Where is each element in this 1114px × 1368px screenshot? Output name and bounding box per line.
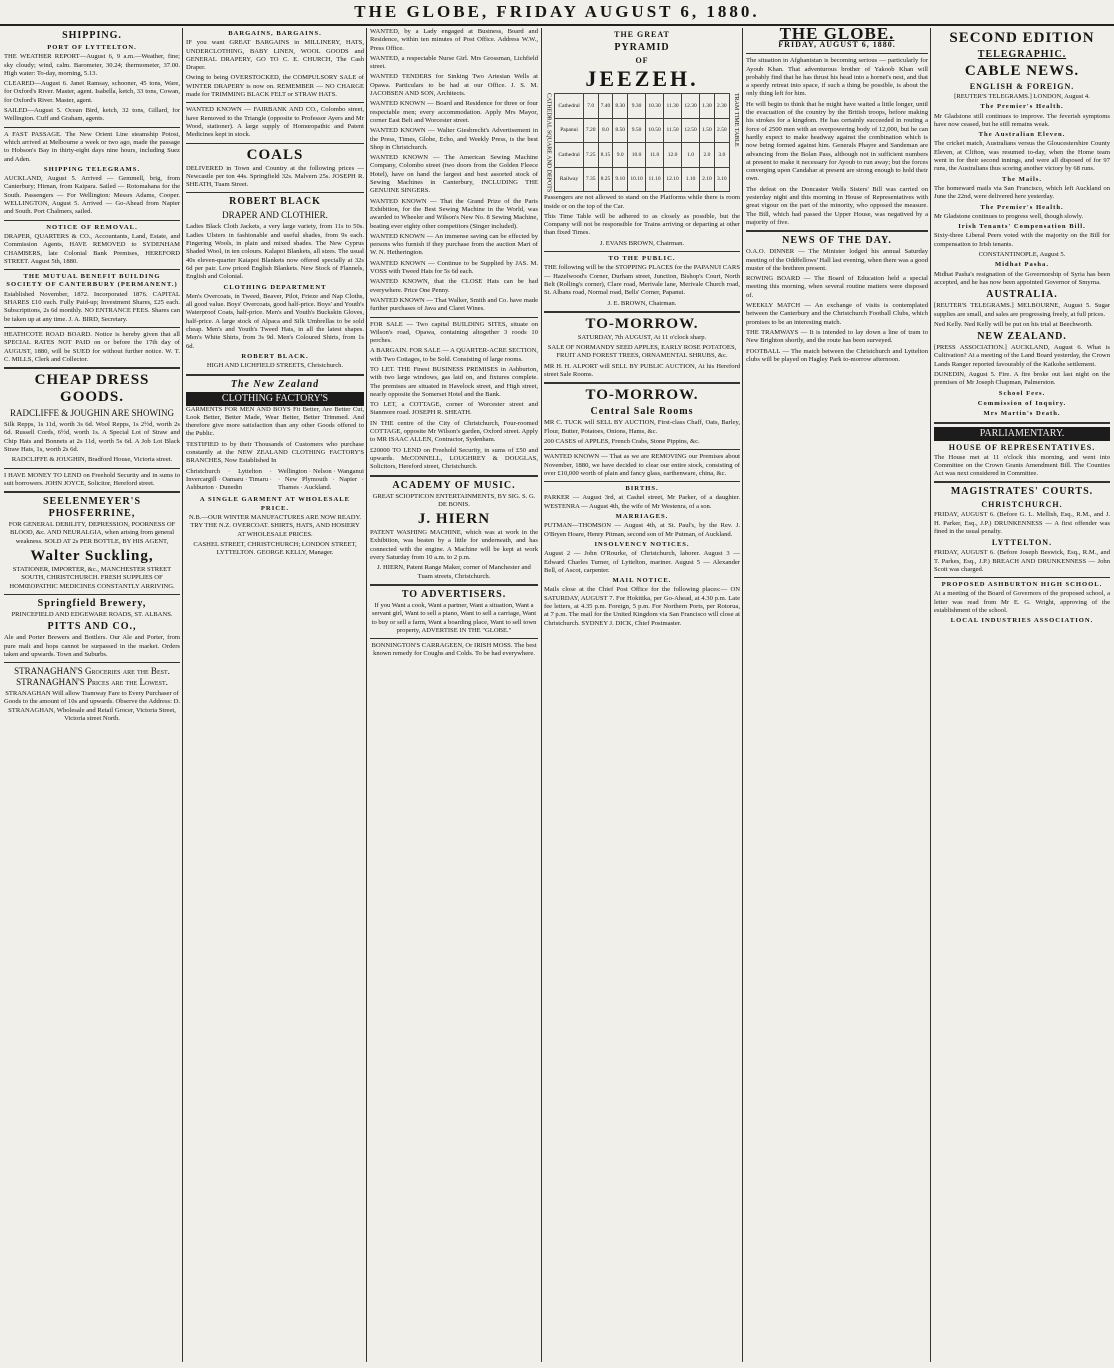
robert-black-body: Ladies Black Cloth Jackets, a very large variety, from 11s to 50s. Ladies Ulsters in fashionable and useful shades, from 9s each. Fingering Wools, in plain and mixed shades. The New Cyprus Shaded Wool, in ten colours. Kalapoi Blankets, all sizes. The usual 40s eleven-quarter Kaiapoi Blankets now offered specially at 32s 6d per pair. Low priced English Blankets. New Stock of Flannels, English and Colonial. — [186, 223, 364, 281]
globe-heading: THE GLOBE. — [779, 28, 895, 43]
public-heading: TO THE PUBLIC. — [608, 255, 676, 263]
births-body: PARKER — August 3rd, at Cashel street, Mr Parker, of a daughter. WESTENRA — August 4th, the wife of Mr Westenra, of a son. — [544, 494, 740, 510]
column-rule — [541, 28, 542, 1362]
timetable-time: 1.50 — [700, 118, 715, 143]
irish-heading: Irish Tenants' Compensation Bill. — [958, 223, 1086, 231]
mutual-benefit-body: Established November, 1872. Incorporated 1876. CAPITAL SHARES £10 each. Fully Paid-up; Investment Shares, £25 each. Subscriptions, 2s 6d monthly. NO ENTRANCE FEES. Shares can be taken up at any time. J. A. BIRD, Secretary. — [4, 290, 180, 323]
robert-black-heading: ROBERT BLACK — [229, 196, 321, 208]
winter-manufactures: N.B.—OUR WINTER MANUFACTURES ARE NOW READY. TRY THE N.Z. OVERCOAT. SHIRTS, HATS, AND HOSIERY AT WHOLESALE PRICES. — [188, 514, 362, 538]
sale-date: SATURDAY, 7th AUGUST, At 11 o'clock sharp. — [577, 333, 707, 341]
cheap-dress-items: Silk Repps, 1s 11d, worth 3s 6d. Wool Repps, 1s 2½d, worth 2s 6d. Russell Cords, 6½d, worth 1s. A Special Lot of Straw and Chip Hats and Bonnets at 2s 11d, worth 5s 6d. A Job Lot Black Straw Hats, 1s, worth 2s 6d. — [4, 421, 180, 453]
timetable-time: 9.10 — [613, 167, 628, 192]
column-3 — [370, 28, 538, 1364]
wanted-wines: WANTED KNOWN — That Walker, Smith and Co. have made further purchases of Java and Claret Wines. — [370, 296, 538, 313]
stranaghan-heading: STRANAGHAN'S Groceries are the Best. STRANAGHAN'S Prices are the Lowest. — [14, 666, 170, 688]
timetable-station: Cathedral — [555, 143, 584, 168]
timetable-row — [555, 167, 729, 192]
pyramid-heading: PYRAMID — [614, 42, 670, 53]
cricket-heading: The Australian Eleven. — [978, 131, 1066, 139]
wanted-lady: WANTED, by a Lady engaged at Business, Board and Residence, within ten minutes of Post Office. Address W.W., Press Office. — [370, 28, 538, 52]
marriages-body: PUTMAN—THOMSON — August 4th, at St. Paul's, by the Rev. J. O'Bryen Hoare, Henry Pitman, second son of Mr Putman, of Auckland. — [544, 522, 740, 538]
masthead-title: THE GLOBE, FRIDAY AUGUST 6, 1880. — [354, 2, 760, 21]
australia-heading: AUSTRALIA. — [986, 289, 1058, 301]
tram-timetable — [554, 93, 729, 192]
timetable-side-b: TRAM TIME TABLE — [733, 93, 739, 147]
bonnington-notice: BONNINGTON'S CARRAGEEN, Or IRISH MOSS. The best known remedy for Coughs and Colds. To be had everywhere. — [371, 642, 537, 658]
suckling-body: STATIONER, IMPORTER, &c., MANCHESTER STREET SOUTH, CHRISTCHURCH. FRESH SUPPLIES OF HOMŒOPATHIC MEDICINES CONSTANTLY ARRIVING. — [9, 566, 175, 590]
timetable-time: 7.0 — [583, 94, 598, 119]
jeezeh-heading: JEEZEH. — [585, 66, 699, 91]
advertisers-body: If you Want a cook, Want a partner, Want a situation, Want a servant girl, Want to sell a piano, Want to sell a carriage, Want to buy or sell a farm, Want a boarding place, Want to sell town property, ADVERTISE IN THE "GLOBE." — [371, 601, 537, 634]
wanted-saving: WANTED KNOWN — An immense saving can be effected by persons who furnish if they purchase from the auction Mart of W. N. Hetherington. — [370, 232, 538, 257]
bargain-sale: A BARGAIN. FOR SALE — A QUARTER-ACRE SECTION, with Two Cottages, to be Sold. Consisting of large rooms. — [370, 347, 538, 363]
hiern-heading: J. HIERN — [417, 511, 491, 528]
weather-report: THE WEATHER REPORT—August 6, 9 a.m.—Weather, fine; sky cloudy; wind, calm. Barometer, 30.24; thermometer, 37.00. High water: To-day, morning, 5.13. — [4, 53, 180, 77]
coals-heading: COALS — [246, 146, 304, 163]
timetable-time: 2.30 — [714, 94, 729, 119]
timetable-time: 1.30 — [700, 94, 715, 119]
wanted-hats: WANTED KNOWN — Continue to be Supplied by JAS. M. VOSS with Tweed Hats for 5s 6d each. — [370, 259, 538, 276]
wanted-nurse: WANTED, a respectable Nurse Girl. Mrs Grossman, Lichfield street. — [370, 54, 538, 71]
timetable-time: 11.30 — [664, 94, 682, 119]
timetable-row — [555, 143, 729, 168]
midhat-body: Midhat Pasha's resignation of the Governorship of Syria has been accepted, and he has now been appointed Governor of Smyrna. — [934, 270, 1110, 286]
shipping-telegrams-heading: SHIPPING TELEGRAMS. — [43, 165, 141, 173]
tuck-apples: 200 CASES of APPLES, French Crabs, Stone Pippins, &c. — [544, 437, 700, 445]
magistrates-heading: MAGISTRATES' COURTS. — [950, 486, 1094, 498]
timetable-station: Cathedral — [555, 94, 584, 119]
tuck-auction: MR C. TUCK will SELL BY AUCTION, First-class Chaff, Oats, Barley, Flour, Butter, Potatoes, Onions, Hams, &c. — [544, 419, 740, 435]
school-fees-heading: School Fees. — [998, 389, 1046, 397]
cleared-list: CLEARED—August 6. Janet Ramsay, schooner, 45 tons, Ware, for Oxford's River. Master, agent. Isabella, ketch, 33 tons, Cowan, for Oxford's River. Master, agent. — [4, 80, 180, 104]
timetable-time: 10.10 — [628, 167, 646, 192]
mails-body: The homeward mails via San Francisco, which left Auckland on June the 22nd, were delivered here yesterday. — [934, 184, 1110, 201]
great-heading: THE GREAT — [614, 30, 670, 39]
second-edition: SECOND EDITION — [949, 30, 1095, 46]
brewery-body: PRINCEFIELD AND EDGEWARE ROADS, ST. ALBANS. — [11, 610, 173, 618]
house-body: The House met at 11 o'clock this morning, and went into Committee on the Crown Grants Amendment Bill. The Counties Act was next considered in Committee. — [934, 453, 1110, 478]
timetable-signature: J. EVANS BROWN, Chairman. — [599, 239, 685, 247]
editorial-lead: The situation in Afghanistan is becoming serious — particularly for Ayoub Khan. That adventurous brother of Yakoob Khan will probably find that he has thrust his head into a hornet's nest, and that a speedy retreat into space, if such a thing be possible, is about the only thing left for him. — [746, 57, 928, 98]
timetable-time: 10.30 — [646, 94, 664, 119]
irish-body: Sixty-three Liberal Peers voted with the majority on the Bill for compensation to Irish tenants. — [934, 232, 1110, 248]
fairbank-notice: WANTED KNOWN — FAIRBANK AND CO., Colombo street, have Removed to the Triangle (opposite to Professor Ayers and Mr Wood, stationer). A large supply of Homœopathic and Patent Medicines kept in stock. — [186, 106, 364, 139]
timetable-time: 10.50 — [646, 118, 664, 143]
port-heading: PORT OF LYTTELTON. — [47, 44, 137, 51]
timetable-station: Papanui — [555, 118, 584, 143]
proposed-school-body: At a meeting of the Board of Governors of the proposed school, a letter was read from Mr E. G. Wright, approving of the establishment of the school. — [934, 590, 1110, 615]
new-zealand-body: [PRESS ASSOCIATION.] AUCKLAND, August 6. What is Cultivation? At a meeting of the Land Board yesterday, the Crown Lands Ranger reported favourably of the Kaikohe settlement. — [934, 344, 1110, 368]
pitts-body: Ale and Porter Brewers and Bottlers. Our Ale and Porter, from pure malt and hops cannot be surpassed in the market. Orders taken and upwards. Town and Suburbs. — [4, 634, 180, 658]
news-item: O.A.O. DINNER — The Minister lodged his annual Saturday meeting of the Oddfellows' Hall last evening, when there was a good muster of the brethren present. — [746, 248, 928, 272]
to-let-premises: TO LET. THE Finest BUSINESS PREMISES in Ashburton, with two large windows, gas laid on, and fixtures complete. The premises are situated in Havelock street, and High street, nearly opposite the Somerset Hotel and the Bank. — [370, 365, 538, 398]
timetable-time: 7.40 — [598, 94, 613, 119]
timetable-time: 11.0 — [646, 143, 664, 168]
advertisers-heading: TO ADVERTISERS. — [401, 588, 507, 600]
wanted-close: WANTED KNOWN, that the CLOSE Hats can be had everywhere. Price One Penny. — [370, 278, 538, 294]
timetable-time: 1.10 — [682, 167, 700, 192]
public-body: THE following will be the STOPPING PLACES for the PAPANUI CARS — Hazelwood's Corner, Durham street, Junction, Bishop's Court, North Belt (Rolling's corner), Clare road, Merivale lane, Merivale Church road, St. Albans road, Normal road, Bells' Corner, Papanui. — [544, 264, 740, 297]
premier-heading-2: The Premier's Health. — [980, 203, 1064, 211]
timetable-time: 9.30 — [628, 94, 646, 119]
robert-black-sub: DRAPER AND CLOTHIER. — [222, 210, 328, 221]
timetable-time: 8.30 — [613, 94, 628, 119]
timetable-time: 12.30 — [682, 94, 700, 119]
bargains-heading: BARGAINS, BARGAINS. — [228, 30, 322, 37]
timetable-side-a: CATHEDRAL SQUARE AND DEPOTS — [545, 93, 552, 193]
column-4 — [544, 28, 740, 1364]
removal-heading: NOTICE OF REMOVAL. — [46, 223, 138, 231]
fast-passage: A FAST PASSAGE. The New Orient Line steamship Potosi, which arrived at Melbourne a week or two ago, made the passage to Hobson's Bay in thirty-eight days nine hours, including Suez and Aden. — [4, 130, 180, 163]
lend-notice: £20000 TO LEND on Freehold Security, in sums of £50 and upwards. McCONNELL, LOUGHREY & DOUGLAS, Solicitors, Hereford street, Christchurch. — [370, 446, 538, 471]
timetable-time: 2.50 — [714, 118, 729, 143]
timetable-station: Railway — [555, 167, 584, 192]
single-garment: A SINGLE GARMENT AT WHOLESALE PRICE. — [199, 496, 351, 512]
bargains-body: IF you want GREAT BARGAINS in MILLINERY, HATS, UNDERCLOTHING, BABY LINEN, WOOL GOODS and GENERAL DRAPERY, GO TO C. E. CHURCH, The Cash Draper. — [186, 39, 364, 72]
column-2 — [186, 28, 364, 1364]
shipping-telegrams: AUCKLAND, August 5. Arrived — Gemmell, brig, from Canterbury; Hirnan, from Kaipara. Sailed — Rotomahana for the South. Passengers — For Wellington: Messrs Adams, Cooper. WELLINGTON, August 5. Arrived — Go-Ahead from Napier and South. Port Chalmers, sailed. — [4, 175, 180, 216]
timetable-time: 9.50 — [628, 118, 646, 143]
brewery-heading: Springfield Brewery, — [37, 597, 147, 609]
editorial-lead-3: The defeat on the Doncaster Wells Sisters' Bill was carried on yesterday night and this morning in House of Representatives with great vigour on the part of the minority, who opposed the measure. The Bill, which had passed the Upper House, was negatived by a majority of five. — [746, 185, 928, 226]
timetable-time: 7.25 — [583, 143, 598, 168]
timetable-time: 12.10 — [664, 167, 682, 192]
english-foreign: ENGLISH & FOREIGN. — [969, 82, 1075, 91]
radcliffe-heading: RADCLIFFE & JOUGHIN ARE SHOWING — [9, 408, 174, 419]
dunedin-fire: DUNEDIN, August 5. Fire. A fire broke out last night on the premises of Mr Joseph Chapman, Palmerston. — [934, 371, 1110, 387]
removal-notice: DRAPER, QUARTERS & CO., Accountants, Land, Estate, and Commission Agents, HAVE REMOVED to SYDENHAM CHAMBERS, late Colonial Bank Premises, HEREFORD STREET. August 5th, 1880. — [4, 232, 180, 265]
alport-auction: MR H. H. ALPORT will SELL BY PUBLIC AUCTION, At his Hereford street Sale Rooms. — [544, 362, 740, 379]
mrs-martin-heading: Mrs Martin's Death. — [983, 410, 1061, 418]
branches-right: Wellington · Nelson · Wanganui · New Plymouth · Napier · Thames · Auckland. — [278, 467, 364, 492]
hiern-body: PATENT WASHING MACHINE, which was at work in the Exhibition, was beaten by a little for underneath, and has connected with the engine. A Machine will be kept at work every Saturday from 10 a.m. to 2 p.m. — [370, 529, 538, 562]
premier-body: Mr Gladstone still continues to improve. The feverish symptoms have now ceased, but he still remains weak. — [934, 112, 1110, 128]
masthead — [0, 0, 1114, 26]
news-item: THE TRAMWAYS — It is intended to lay down a line of tram to New Brighton shortly, and the route has been surveyed. — [746, 328, 928, 345]
testified-notice: TESTIFIED to by their Thousands of Customers who purchase constantly at the NEW ZEALAND CLOTHING FACTORY'S BRANCHES, Now Established In — [186, 440, 364, 465]
removing-notice: WANTED KNOWN — That as we are REMOVING our Premises about November, 1880, we have decided to clear our entire stock, consisting of over £10,000 worth of plain and fancy glass, earthenware, china, &c. — [544, 453, 740, 477]
reuters-dateline: [REUTER'S TELEGRAMS.] LONDON, August 4. — [954, 93, 1090, 100]
editorial-lead-2: He will begin to think that he might have waited a little longer, until the evacuation of the country by the British troops, before making his strokes for a kingdom. He has certainly succeeded in routing a force of 2500 men with an overpowering body of 12,000, but he can hardly expect to make headway against the combination which is now being formed against him. Generals Phayre and Sandeman are advancing from the Bolan Pass, although not in sufficient numbers at present to make it necessary for Ayoub to run away; but the forces converging upon Candahar at present are strong enough to hold their own. — [746, 100, 928, 183]
timetable-row — [555, 118, 729, 143]
coals-body: DELIVERED in Town and Country at the following prices — Newcastle per ton 44s. Springfield 32s. Malvern 25s. JOSEPH R. SHEATH, Tuam Street. — [186, 164, 364, 189]
news-item: ROWING BOARD — The Board of Education held a special meeting this morning, when several routine matters were disposed of. — [746, 275, 928, 299]
wanted-tenders: WANTED TENDERS for Sinking Two Artesian Wells at Opawa. Particulars to be had at our Office. J. S. M. JACOBSEN AND SON, Architects. — [370, 73, 538, 98]
insolvency-heading: INSOLVENCY NOTICES. — [594, 540, 690, 548]
tomorrow-heading-2: TO-MORROW. — [585, 387, 699, 404]
column-rule — [742, 28, 743, 1362]
house-heading: HOUSE OF REPRESENTATIVES. — [948, 442, 1096, 452]
telegraphic-heading: TELEGRAPHIC. — [977, 49, 1067, 60]
tomorrow-heading: TO-MORROW. — [585, 315, 699, 332]
news-heading: NEWS OF THE DAY. — [782, 235, 892, 247]
cricket-body: The cricket match, Australians versus the Gloucestershire County Eleven, at Clifton, was resumed to-day, when the Home team went in for their second innings, and were all disposed of for 97 runs, the Australians thus scoring another victory by 68 runs. — [934, 140, 1110, 173]
cable-news-heading: CABLE NEWS. — [964, 63, 1080, 79]
timetable-time: 8.50 — [613, 118, 628, 143]
parliamentary-banner: PARLIAMENTARY. — [934, 427, 1110, 441]
court-body: FRIDAY, AUGUST 6. (Before G. L. Mellish, Esq., R.M., and J. H. Parker, Esq., J.P.) DRUNKENNESS — A first offender was fined in the usual penalty. — [934, 511, 1110, 535]
column-rule — [182, 28, 183, 1362]
christchurch-heading: CHRISTCHURCH. — [981, 500, 1063, 510]
shipping-heading: SHIPPING. — [62, 30, 122, 41]
editorial-date: FRIDAY, AUGUST 6, 1880. — [778, 40, 896, 50]
nz-heading: The New Zealand — [230, 378, 320, 390]
cottage-notice: IN THE centre of the City of Christchurch, Four-roomed COTTAGE, opposite Mr Wilson's garden, Oxford street. Apply to MR ISAAC ALLEN, Contractor, Sydenham. — [370, 419, 538, 444]
overstocked-notice: Owing to being OVERSTOCKED, the COMPULSORY SALE of WINTER DRAPERY is now on. REMEMBER — NO CHARGE made for TRIMMING BLACK FELT or STRAW HATS. — [186, 74, 364, 99]
commission-heading: Commission of Inquiry. — [977, 399, 1067, 407]
timetable-time: 7.35 — [583, 167, 598, 192]
sale-items: SALE OF NORMANDY SEED APPLES, EARLY ROSE POTATOES, FRUIT AND FOREST TREES, ORNAMENTAL SHRUBS, &c. — [547, 344, 737, 360]
clothing-dept-heading: CLOTHING DEPARTMENT — [223, 283, 327, 291]
timetable-time: 8.0 — [598, 118, 613, 143]
to-let-cottage: TO LET, a COTTAGE, corner of Worcester street and Stanmore road. JOSEPH R. SHEATH. — [370, 401, 538, 417]
lyttelton-heading: LYTTELTON. — [991, 538, 1053, 548]
wanted-pianos: WANTED KNOWN — That the Grand Prize of the Paris Exhibition, for the Best Sewing Machine in the World, was awarded to Wheeler and Wilson's New No. 8 Sewing Machine, beating ever eighty other competitors (Singer included). — [370, 197, 538, 230]
of-heading: OF — [635, 56, 649, 65]
column-6 — [934, 28, 1110, 1364]
sailed-list: SAILED—August 5. Ocean Bird, ketch, 32 tons, Gillard, for Wellington. Cuff and Graham, agents. — [4, 107, 180, 123]
australia-body: [REUTER'S TELEGRAMS.] MELBOURNE, August 5. Sugar supplies are small, and sales are progressing freely, at full prices. — [934, 302, 1110, 318]
timetable-time: 9.0 — [613, 143, 628, 168]
robert-black-address: HIGH AND LICHFIELD STREETS, Christchurch. — [206, 362, 344, 370]
timetable-body: This Time Table will be adhered to as closely as possible, but the Company will not be responsible for Trains arriving or departing at other than fixed Times. — [544, 212, 740, 237]
academy-sub: GREAT SCIOPTICON ENTERTAINMENTS, BY SIG. S. G. DE BONIS. — [372, 492, 536, 508]
public-signature: J. E. BROWN, Chairman. — [607, 299, 677, 307]
road-board-notice: HEATHCOTE ROAD BOARD. Notice is hereby given that all SPECIAL RATES NOT PAID on or before the 17th day of AUGUST, 1880, will be SUED for without further notice. W. T. C. MILLS, Clerk and Collector. — [4, 330, 180, 363]
timetable-time: 8.15 — [598, 143, 613, 168]
timetable-time: 7.20 — [583, 118, 598, 143]
timetable-time: 8.25 — [598, 167, 613, 192]
mail-heading: MAIL NOTICE. — [612, 577, 672, 585]
timetable-time: 12.0 — [664, 143, 682, 168]
clothing-dept-body: Men's Overcoats, in Tweed, Beaver, Pilot, Frieze and Nap Cloths, all good value. Boys' Overcoats, good half-price. Boys' and Youth's Waterproof Coats, half-price. Men's and Youth's Buckskin Gloves, half-price. A large stock of Alpaca and Silk Umbrellas to be sold cheap. Men's and Youth's Tweed Hats, in all the latest shapes. Men's White Shirts, from 3s 9d. Men's Coloured Shirts, from 1s 6d. — [186, 292, 364, 350]
timetable-time: 2.10 — [700, 167, 715, 192]
clothing-factory-body: GARMENTS FOR MEN AND BOYS Fit Better, Are Better Cut, Look Better, Better Made, Wear Better, Better Trimmed. And therefore give more satisfaction than any other Goods offered to the Public. — [186, 405, 364, 438]
column-rule — [930, 28, 931, 1362]
lyttelton-body: FRIDAY, AUGUST 6. (Before Joseph Beswick, Esq., R.M., and T. Parkes, Esq., J.P.) BREACH AND DRUNKENNESS — John Scott was charged. — [934, 549, 1110, 573]
wanted-know: WANTED KNOWN — Walter Giesbrecht's Advertisement in the Press, Times, Globe, Echo, and Weekly Press, is the best Shop in Christchurch. — [370, 127, 538, 151]
mail-body: Mails close at the Chief Post Office for the following places:— ON SATURDAY, AUGUST 7. For Hokitika, per Go-Ahead, at 4.30 p.m. Late fee letters, at 4.35 p.m. Foreign, 5 p.m. For Northern Ports, per Rotorua, at 7 p.m. The mail for the United Kingdom via San Francisco will close at Christchurch. SYDNEY J. DICK, Chief Postmaster. — [544, 586, 740, 627]
cheap-dress-heading: CHEAP DRESS GOODS. — [34, 372, 150, 406]
timetable-time: 11.10 — [646, 167, 664, 192]
ned-kelly: Ned Kelly. Ned Kelly will be put on his trial at Beechworth. — [934, 320, 1093, 328]
radcliffe-address: RADCLIFFE & JOUGHIN, Bradford House, Victoria street. — [11, 456, 173, 464]
insolvency-body: August 2 — John O'Rourke, of Christchurch, laborer. August 3 — Edward Charles Turner, of Lyttelton, mariner. August 5 — Alexander Bell, of Ascot, carpenter. — [544, 550, 740, 574]
for-sale-sites: FOR SALE — Two capital BUILDING SITES, situate on Wilson's road, Opawa, containing altogether 3 roods 10 perches. — [370, 320, 538, 345]
timetable-time: 1.0 — [682, 143, 700, 168]
premier-body-2: Mr Gladstone continues to progress well, though slowly. — [934, 212, 1084, 220]
news-item: FOOTBALL — The match between the Christchurch and Lyttelton clubs will be played on Hagley Park to-morrow afternoon. — [746, 347, 928, 363]
stranaghan-body: STRANAGHAN Will allow Tramway Fare to Every Purchaser of Goods to the amount of 10s and upwards. Observe the Address: D. STRANAGHAN, Wholesale and Retail Grocer, Victoria Street, Victoria street North. — [4, 690, 180, 723]
robert-black-footer: ROBERT BLACK. — [241, 352, 309, 360]
central-sale-rooms: Central Sale Rooms — [590, 406, 694, 418]
local-industries-heading: LOCAL INDUSTRIES ASSOCIATION. — [950, 617, 1094, 625]
timetable-time: 12.50 — [682, 118, 700, 143]
midhat-heading: Midhat Pasha. — [994, 261, 1050, 269]
clothing-factory-banner: CLOTHING FACTORY'S — [186, 392, 364, 406]
column-1 — [4, 28, 180, 1364]
births-heading: BIRTHS. — [625, 485, 659, 493]
premier-heading: The Premier's Health. — [980, 103, 1064, 111]
timetable-time: 3.0 — [714, 143, 729, 168]
money-to-lend: I HAVE MONEY TO LEND on Freehold Security and in sums to suit borrowers. JOHN JOYCE, Solicitor, Hereford street. — [4, 471, 180, 487]
column-rule — [366, 28, 367, 1362]
new-zealand-heading: NEW ZEALAND. — [977, 331, 1067, 343]
academy-heading: ACADEMY OF MUSIC. — [392, 479, 516, 491]
timetable-time: 2.0 — [700, 143, 715, 168]
hiern-footer: J. HIERN, Patent Range Maker, corner of Manchester and Tuam streets, Christchurch. — [377, 564, 531, 580]
branches-left: Christchurch · Lyttelton · Invercargill · Oamaru · Timaru · Ashburton · Dunedin — [186, 467, 272, 492]
wanted-board: WANTED KNOWN — Board and Residence for three or four respectable men; every accommodation. Apply Mrs Mayor, corner East Belt and Worcester street. — [370, 100, 538, 124]
timetable-row — [555, 94, 729, 119]
mails-heading: The Mails. — [1001, 175, 1043, 183]
timetable-note: Passengers are not allowed to stand on the Platforms while there is room inside or on the top of the Car. — [544, 194, 740, 210]
pitts-heading: PITTS AND CO., — [47, 621, 137, 633]
news-item: WEEKLY MATCH — An exchange of visits is contemplated between the Canterbury and the Christchurch Football Clubs, which promises to be an interesting match. — [746, 302, 928, 326]
proposed-school-heading: PROPOSED ASHBURTON HIGH SCHOOL. — [941, 581, 1103, 589]
factory-address: CASHEL STREET, CHRISTCHURCH; LONDON STREET, LYTTELTON. GEORGE KELLY, Manager. — [193, 540, 357, 557]
wanted-sewing: WANTED KNOWN — The American Sewing Machine Company, Colombo street (two doors from the Golden Fleece Hotel), have on hand the largest and best assorted stock of Sewing Machines in Canterbury, INCLUDING THE GENUINE SINGERS. — [370, 154, 538, 195]
timetable-time: 10.0 — [628, 143, 646, 168]
mutual-benefit-heading: THE MUTUAL BENEFIT BUILDING SOCIETY OF CANTERBURY (PERMANENT.) — [6, 273, 178, 289]
phosferrine-body: FOR GENERAL DEBILITY, DEPRESSION, POORNESS OF BLOOD, &c. AND NEURALGIA, when arising from general weakness. SOLD AT 2s PER BOTTLE, BY HIS AGENT, — [8, 521, 176, 545]
column-5 — [746, 28, 928, 1364]
suckling-heading: Walter Suckling, — [30, 548, 154, 565]
marriages-heading: MARRIAGES. — [615, 513, 669, 521]
phosferrine-heading: SEELENMEYER'S PHOSFERRINE, — [42, 496, 142, 520]
constantinople-dateline: CONSTANTINOPLE, August 5. — [978, 251, 1066, 259]
timetable-time: 11.50 — [664, 118, 682, 143]
timetable-time: 3.10 — [714, 167, 729, 192]
